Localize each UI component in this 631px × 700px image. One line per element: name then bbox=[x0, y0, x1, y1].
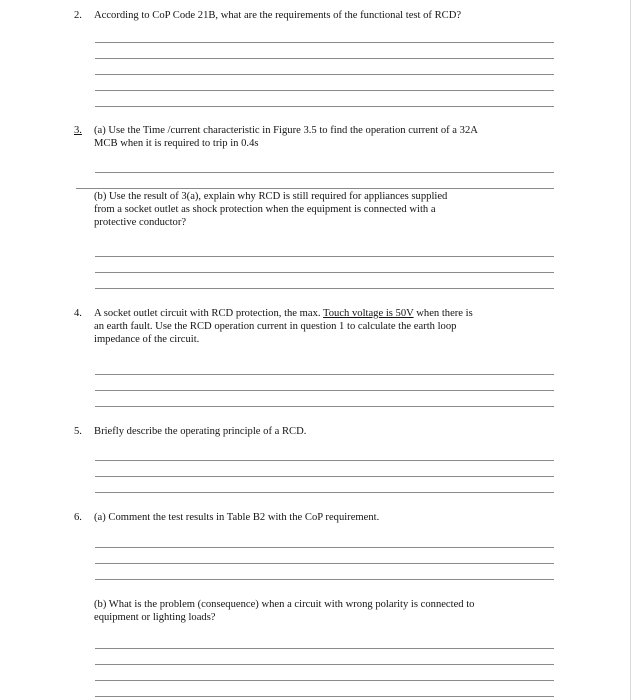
answer-line bbox=[95, 680, 554, 681]
question-3b-text bbox=[94, 190, 574, 229]
text-line: impedance of the circuit. bbox=[94, 334, 200, 345]
answer-line bbox=[95, 42, 554, 43]
answer-line bbox=[95, 563, 554, 564]
question-number: 3. bbox=[74, 125, 82, 136]
answer-line bbox=[95, 492, 554, 493]
answer-line bbox=[95, 90, 554, 91]
answer-line bbox=[95, 648, 554, 649]
underlined-text: Touch voltage is 50V bbox=[323, 308, 414, 319]
text-line: an earth fault. Use the RCD operation current in question 1 to calculate the earth loop bbox=[94, 321, 457, 332]
answer-line bbox=[95, 106, 554, 107]
text-line bbox=[94, 307, 473, 320]
question-number: 4. bbox=[74, 308, 82, 319]
answer-line bbox=[95, 172, 554, 173]
question-number: 6. bbox=[74, 512, 82, 523]
answer-line bbox=[95, 272, 554, 273]
answer-line bbox=[95, 288, 554, 289]
text-line: (b) Use the result of 3(a), explain why RCD is still required for appliances supplied bbox=[94, 191, 448, 202]
answer-line bbox=[95, 74, 554, 75]
answer-line bbox=[95, 664, 554, 665]
question-3a-text bbox=[94, 124, 478, 150]
answer-line bbox=[95, 390, 554, 391]
text-segment: A socket outlet circuit with RCD protection, the max. bbox=[94, 308, 324, 319]
text-line: protective conductor? bbox=[94, 217, 187, 228]
answer-line bbox=[95, 58, 554, 59]
answer-line bbox=[76, 188, 554, 189]
answer-line bbox=[95, 374, 554, 375]
question-6a-text: (a) Comment the test results in Table B2 with the CoP requirement. bbox=[94, 512, 380, 523]
text-line: (a) Use the Time /current characteristic in Figure 3.5 to find the operation current of a 32A bbox=[94, 125, 478, 136]
answer-line bbox=[95, 696, 554, 697]
answer-line bbox=[95, 579, 554, 580]
answer-line bbox=[95, 547, 554, 548]
question-6b-text bbox=[94, 598, 574, 624]
text-line: equipment or lighting loads? bbox=[94, 612, 216, 623]
question-number: 2. bbox=[74, 10, 82, 21]
question-number: 5. bbox=[74, 426, 82, 437]
question-text: According to CoP Code 21B, what are the requirements of the functional test of RCD? bbox=[94, 10, 462, 21]
answer-line bbox=[95, 256, 554, 257]
answer-line bbox=[95, 406, 554, 407]
text-line: MCB when it is required to trip in 0.4s bbox=[94, 138, 259, 149]
answer-line bbox=[95, 476, 554, 477]
answer-line bbox=[95, 460, 554, 461]
text-line: (b) What is the problem (consequence) when a circuit with wrong polarity is connected to bbox=[94, 599, 475, 610]
text-line: from a socket outlet as shock protection when the equipment is connected with a bbox=[94, 204, 436, 215]
text-segment: when there is bbox=[413, 308, 473, 319]
question-text bbox=[94, 307, 473, 346]
question-text: Briefly describe the operating principle of a RCD. bbox=[94, 426, 307, 437]
